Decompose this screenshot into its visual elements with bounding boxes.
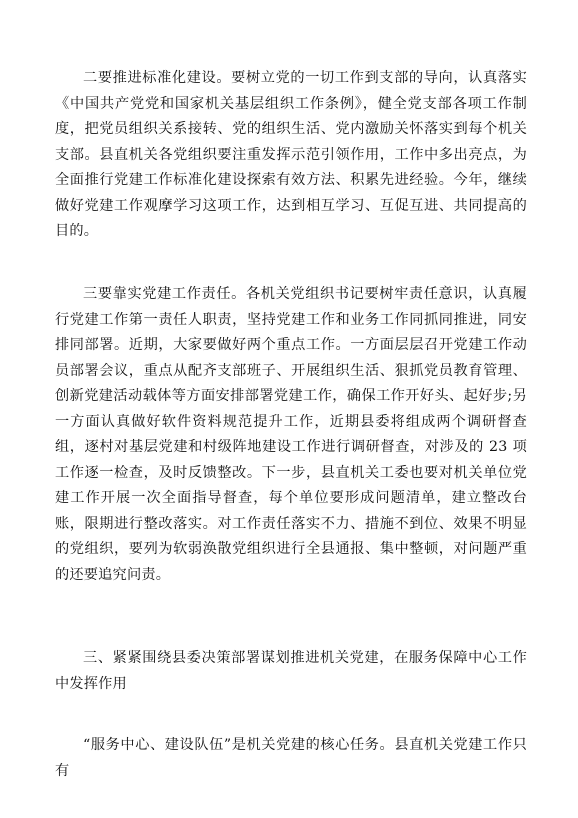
paragraph-service-center: “服务中心、建设队伍”是机关党建的核心任务。县直机关党建工作只有 bbox=[55, 737, 527, 779]
section-heading-three: 三、紧紧围绕县委决策部署谋划推进机关党建，在服务保障中心工作中发挥作用 bbox=[55, 650, 527, 692]
paragraph-standardization: 二要推进标准化建设。要树立党的一切工作到支部的导向，认真落实《中国共产党党和国家机关基层组织工作条例》，健全党支部各项工作制度，把党员组织关系接转、党的组织生活、党内激励关怀落实到每个机关支部。县直机关各党组织要注重发挥示范引领作用，工作中多出亮点，为全面推行党建工作标准化建设探索有效方法、积累先进经验。今年，继续做好党建工作观摩学习这项工作，达到相互学习、互促互进、共同提高的目的。 bbox=[55, 70, 527, 239]
paragraph-responsibility: 三要靠实党建工作责任。各机关党组织书记要树牢责任意识，认真履行党建工作第一责任人职责，坚持党建工作和业务工作同抓同推进，同安排同部署。近期，大家要做好两个重点工作。一方面层层召开党建工作动员部署会议，重点从配齐支部班子、开展组织生活、狠抓党员教育管理、创新党建活动载体等方面安排部署党建工作，确保工作开好头、起好步;另一方面认真做好软件资料规范提升工作，近期县委将组成两个调研督查组，逐村对基层党建和村级阵地建设工作进行调研督查，对涉及的 23 项工作逐一检查，及时反馈整改。下一步，县直机关工委也要对机关单位党建工作开展一次全面指导督查，每个单位要形成问题清单，建立整改台账，限期进行整改落实。对工作责任落实不力、措施不到位、效果不明显的党组织，要列为软弱涣散党组织进行全县通报、集中整顿，对问题严重的还要追究问责。 bbox=[55, 286, 527, 583]
